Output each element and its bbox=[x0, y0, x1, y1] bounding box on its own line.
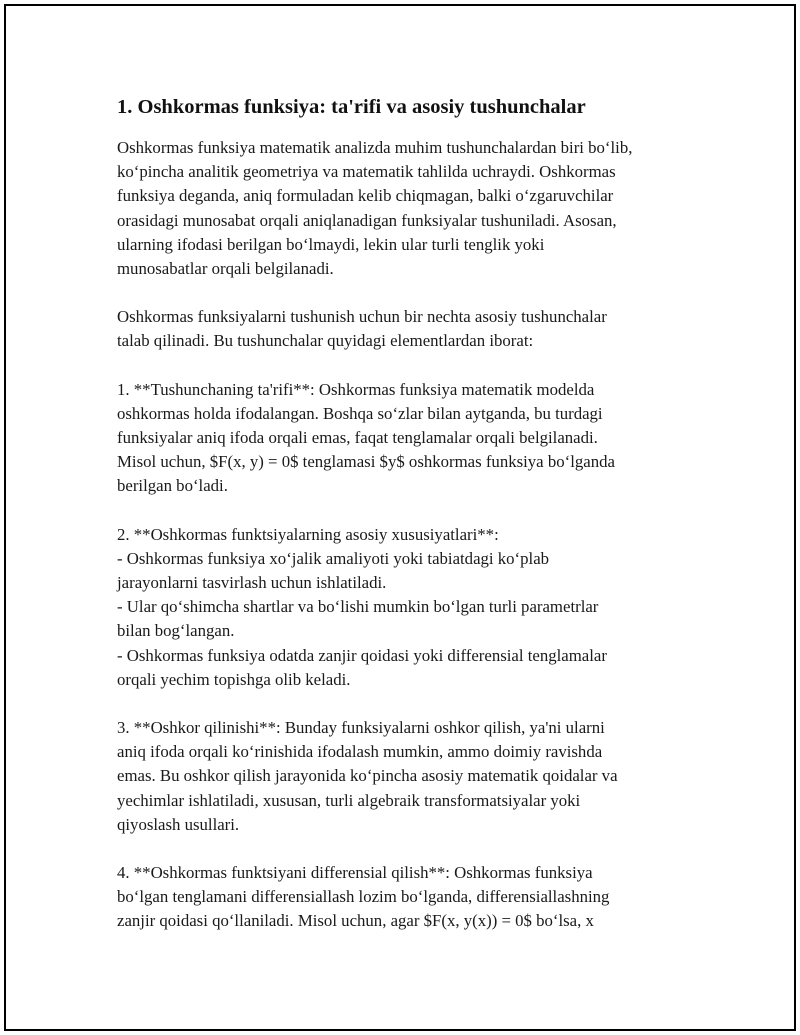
concepts-intro-paragraph: Oshkormas funksiyalarni tushunish uchun bir nechta asosiy tushunchalar talab qilinadi. Bu tushunchalar quyidagi elementlardan iborat: bbox=[117, 307, 607, 351]
definition-paragraph: 1. **Tushunchaning ta'rifi**: Oshkormas funksiya matematik modelda oshkormas holda ifodalangan. Boshqa so‘zlar bilan aytganda, bu turdagi funksiyalar aniq ifoda orqali emas, faqat tenglamalar orqali belgilanadi. Misol uchun, $F(x, y) = 0$ tenglamasi $y$ oshkormas funksiya bo‘lganda berilgan bo‘ladi. bbox=[117, 379, 615, 496]
section-heading: 1. Oshkormas funksiya: ta'rifi va asosiy tushunchalar bbox=[117, 96, 586, 118]
explicit-form-paragraph: 3. **Oshkor qilinishi**: Bunday funksiyalarni oshkor qilish, ya'ni ularni aniq ifoda orqali ko‘rinishida ifodalash mumkin, ammo doimiy ravishda emas. Bu oshkor qilish jarayonida ko‘pincha asosiy matematik qoidalar va yechimlar ishlatiladi, xususan, turli algebraik transformatsiyalar yoki qiyoslash usullari. bbox=[117, 718, 618, 834]
document-body bbox=[117, 92, 697, 958]
intro-paragraph: Oshkormas funksiya matematik analizda muhim tushunchalardan biri bo‘lib, ko‘pincha analitik geometriya va matematik tahlilda uchraydi. Oshkormas funksiya deganda, aniq formuladan kelib chiqmagan, balki o‘zgaruvchilar orasidagi munosabat orqali aniqlanadigan funksiyalar tushuniladi. Asosan, ularning ifodasi berilgan bo‘lmaydi, lekin ular turli tenglik yoki munosabatlar orqali belgilanadi. bbox=[117, 138, 633, 279]
differentiation-paragraph: 4. **Oshkormas funktsiyani differensial qilish**: Oshkormas funksiya bo‘lgan tenglamani differensiallash lozim bo‘lganda, differensiallashning zanjir qoidasi qo‘llaniladi. Misol uchun, agar $F(x, y(x)) = 0$ bo‘lsa, x bbox=[117, 863, 610, 931]
properties-paragraph: 2. **Oshkormas funktsiyalarning asosiy xususiyatlari**: - Oshkormas funksiya xo‘jalik amaliyoti yoki tabiatdagi ko‘plab jarayonlarni tasvirlash uchun ishlatiladi. - Ular qo‘shimcha shartlar va bo‘lishi mumkin bo‘lgan turli parametrlar bilan bog‘langan. - Oshkormas funksiya odatda zanjir qoidasi yoki differensial tenglamalar orqali yechim topishga olib keladi. bbox=[117, 524, 607, 689]
